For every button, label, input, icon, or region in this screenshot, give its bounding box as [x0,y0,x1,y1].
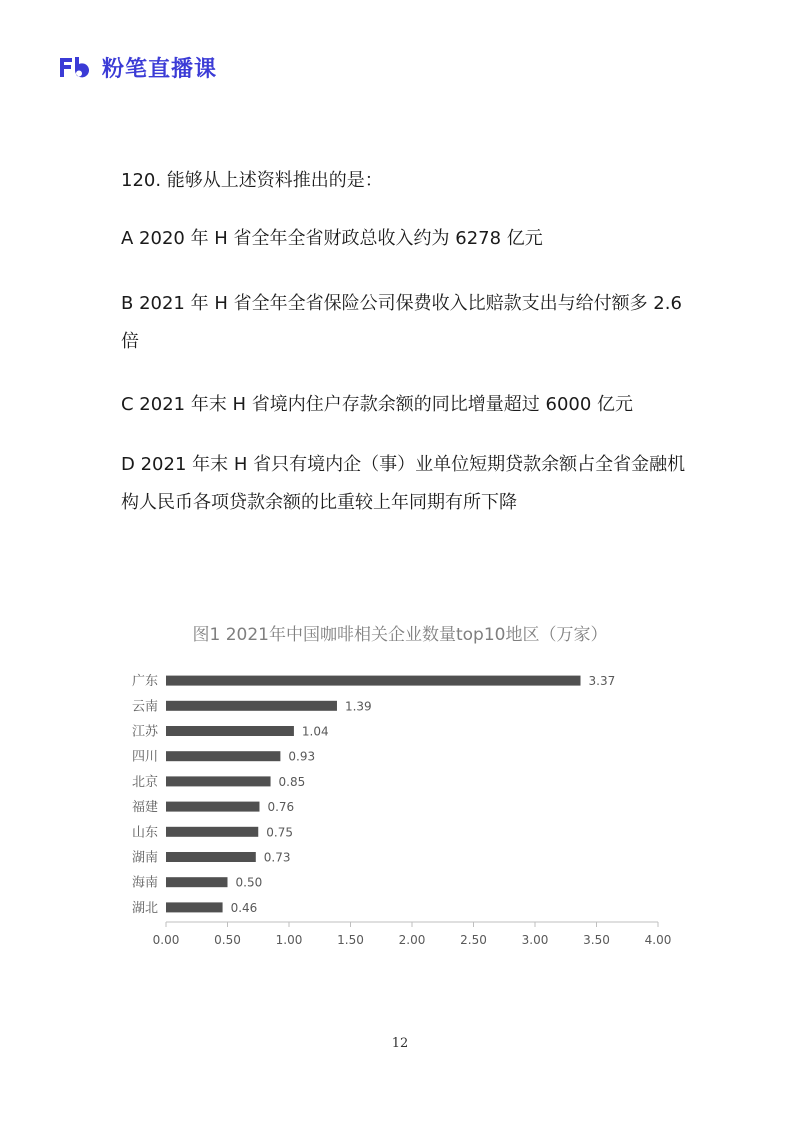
bar [166,802,259,812]
bar-chart [120,618,680,958]
x-tick-label: 1.00 [275,933,303,947]
data-label: 0.73 [263,850,291,865]
category-label: 四川 [131,749,158,765]
category-label: 广东 [131,674,158,690]
brand-logo [58,52,217,82]
category-label: 江苏 [131,724,158,740]
category-label: 海南 [131,875,158,891]
x-tick-label: 3.50 [583,933,610,947]
chart-title: 图1 2021年中国咖啡相关企业数量top10地区（万家） [192,625,608,645]
bar [166,877,228,887]
fb-logo-icon [58,55,94,79]
category-label: 北京 [131,774,158,790]
data-label: 1.04 [301,724,329,739]
category-label: 福建 [131,800,158,816]
data-label: 0.75 [266,825,293,840]
data-label: 3.37 [588,674,616,689]
option-c: C 2021 年末 H 省境内住户存款余额的同比增量超过 6000 亿元 [121,394,634,415]
data-label: 0.50 [235,875,263,890]
category-label: 云南 [131,699,158,715]
x-tick-label: 0.50 [214,933,241,947]
x-tick-label: 4.00 [644,933,672,947]
option-d: D 2021 年末 H 省只有境内企（事）业单位短期贷款余额占全省金融机构人民币各项贷款余额的比重较上年同期有所下降 [121,454,686,513]
x-tick-label: 2.50 [460,933,487,947]
x-tick-label: 2.00 [398,933,426,947]
bar [166,852,256,862]
bar [166,902,223,912]
x-tick-label: 0.00 [152,933,180,947]
option-a: A 2020 年 H 省全年全省财政总收入约为 6278 亿元 [121,228,543,249]
x-tick-label: 3.00 [521,933,549,947]
category-label: 湖北 [131,900,158,916]
bar [166,827,258,837]
category-label: 山东 [131,825,158,841]
data-label: 0.85 [278,774,306,789]
data-label: 0.76 [267,800,295,815]
bar [166,751,280,761]
category-label: 湖南 [131,850,158,866]
data-label: 0.93 [288,749,316,764]
bar [166,701,337,711]
option-b: B 2021 年 H 省全年全省保险公司保费收入比赔款支出与给付额多 2.6 倍 [121,293,682,352]
brand-name: 粉笔直播课 [102,56,218,82]
data-label: 1.39 [344,699,372,714]
x-tick-label: 1.50 [337,933,364,947]
question-stem: 120. 能够从上述资料推出的是： [121,170,383,191]
page-number: 12 [391,1036,409,1051]
data-label: 0.46 [230,900,258,915]
bar [166,726,294,736]
bar [166,676,581,686]
bar [166,776,271,786]
